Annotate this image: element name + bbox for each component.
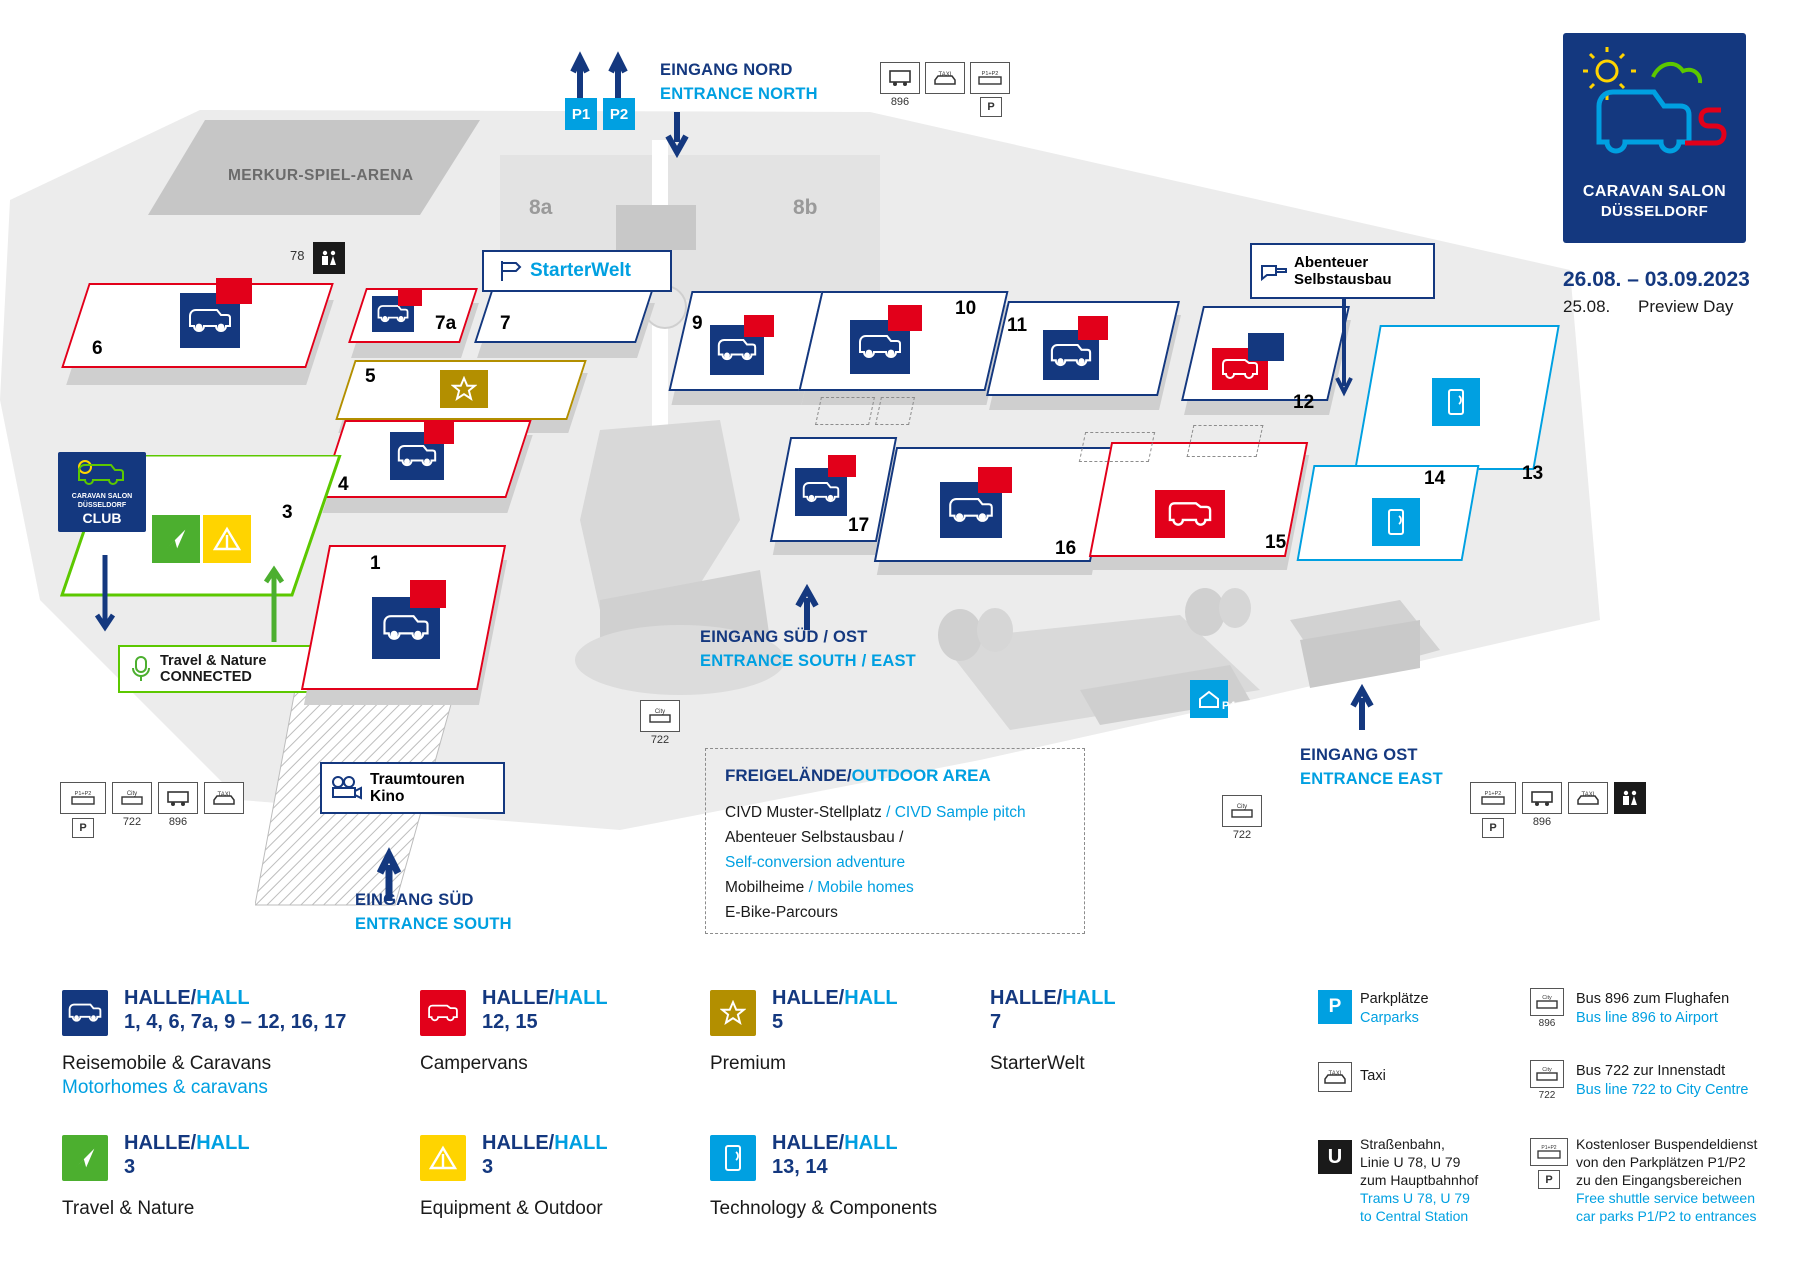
- legend-parking-text: Parkplätze Carparks: [1360, 991, 1429, 1026]
- legend-6-name-de: Technology & Components: [710, 1198, 938, 1219]
- hall-label-7: 7: [500, 313, 511, 334]
- legend-bus-722-badge: 722: [1538, 1090, 1556, 1101]
- plot-dashed-2: [875, 397, 915, 425]
- legend-3-hall-de: HALLE: [990, 987, 1057, 1009]
- hall-label-8b: 8b: [793, 196, 818, 219]
- legend-bus-896-badge: 896: [1538, 1018, 1556, 1029]
- parking-p1-badge[interactable]: P1: [565, 98, 597, 130]
- film-camera-icon: [330, 775, 364, 801]
- shuttle-marker-sw[interactable]: [60, 782, 106, 814]
- legend-parking-icon: P: [1318, 990, 1352, 1024]
- svg-text:P1+P2: P1+P2: [981, 71, 999, 77]
- hall-16-campervan-icon: [978, 467, 1012, 493]
- svg-text:City: City: [126, 791, 138, 797]
- legend-taxi-icon: [1318, 1062, 1352, 1092]
- shuttle-p-marker-sw[interactable]: P: [72, 818, 94, 838]
- legend-3-name-de: StarterWelt: [990, 1053, 1085, 1074]
- legend-tram-text: Straßenbahn, Linie U 78, U 79 zum Hauptbahnhof Trams U 78, U 79 to Central Station: [1360, 1136, 1479, 1224]
- abenteuer-callout[interactable]: [1250, 243, 1435, 299]
- hall-9-campervan-icon: [744, 315, 774, 337]
- plot-dashed-4: [1187, 425, 1264, 457]
- traumtouren-callout[interactable]: [320, 762, 505, 814]
- logo-dates: 26.08. – 03.09.2023: [1563, 268, 1750, 291]
- logo-title-line2: DÜSSELDORF: [1600, 203, 1709, 220]
- plot-dashed-1: [815, 397, 875, 425]
- legend-bus-896-text: Bus 896 zum Flughafen Bus line 896 to Airport: [1576, 991, 1730, 1026]
- signpost-icon: [494, 258, 524, 284]
- hall-label-15: 15: [1265, 532, 1287, 553]
- outdoor-area-title: [725, 766, 991, 786]
- hall-label-8a: 8a: [529, 196, 553, 219]
- parking-p2-badge[interactable]: P2: [603, 98, 635, 130]
- legend-1-hall-en: HALL: [554, 987, 608, 1009]
- bus-896-marker-north[interactable]: [880, 62, 920, 94]
- starterwelt-label: StarterWelt: [530, 260, 632, 281]
- bus-722-label-center: 722: [650, 734, 670, 746]
- bus-896-label-east: 896: [1532, 816, 1552, 828]
- hall-4-campervan-icon: [424, 422, 454, 444]
- central-structure: [616, 205, 696, 250]
- legend-6-hall-en: HALL: [844, 1132, 898, 1154]
- entrance-north-arrow-icon: [665, 112, 689, 162]
- legend-4-halls: 3: [124, 1156, 136, 1178]
- entrance-south-east-en: ENTRANCE SOUTH / EAST: [700, 652, 916, 670]
- outdoor-title-sep: /: [846, 766, 852, 785]
- hall-1-campervan-icon: [410, 580, 446, 608]
- hall-12-motorhome-icon: [1248, 333, 1284, 361]
- hall-10-campervan-icon: [888, 305, 922, 331]
- club-line2: DÜSSELDORF: [77, 502, 127, 509]
- hall-3-tent-icon: [203, 515, 251, 563]
- abenteuer-line1: Abenteuer: [1294, 254, 1369, 271]
- legend-5-name-de: Equipment & Outdoor: [420, 1198, 603, 1219]
- p4-label: P4: [1222, 700, 1236, 712]
- legend-campervan-icon: [420, 990, 466, 1036]
- svg-text:P1+P2: P1+P2: [1541, 1145, 1557, 1151]
- legend-device-icon: [710, 1135, 756, 1181]
- legend-5-halls: 3: [482, 1156, 494, 1178]
- legend-3-hall-en: HALL: [1062, 987, 1116, 1009]
- entrance-south-east-de: EINGANG SÜD / OST: [700, 628, 868, 646]
- microphone-icon: [130, 654, 152, 684]
- legend-2-name-de: Premium: [710, 1053, 787, 1074]
- hall-11-campervan-icon: [1078, 316, 1108, 340]
- bus-896-label-sw: 896: [168, 816, 188, 828]
- hall-label-6: 6: [92, 338, 103, 359]
- hall-label-3: 3: [282, 502, 293, 523]
- fairground-map: MERKUR-SPIEL-ARENA 8a 8b 6 7a 7 5 4 3 CARAVAN SALON DÜSSELDORF CLUB Travel & Nature CONNECTED 1 9 10 11 12 13 14 17 16 15 StarterWelt Abenteuer Selbstausbau Traumtouren Kino P1 P2 EINGANG NORD ENTRANCE NORTH EINGANG SÜD / OST ENTRANCE SOUTH / EAST EINGANG OST ENTRANCE EAST EINGANG SÜD ENTRANCE SOUTH P4 896 TAXI P1+P2 P 78 City 722 P1+P2 P City 722 896 TAXI City 722 P1+P2 P 896 TAXI FREIGELÄNDE/OUTDOOR AREA CIVD Muster-Stellplatz / CIVD Sample pitch Abenteuer Selbstausbau / Self-conversion adventure Mobilheime / Mobile homes E-Bike-Parcours CARAVAN SALON DÜSSELDORF 26.08. – 03.09.2023 25.08. Preview Day HALLE/HALL 1, 4, 6, 7a, 9 – 12, 16, 17 Reisemobile & Caravans Motorhomes & caravans HALLE/HALL 12, 15 Campervans HALLE/HALL 5 Premium HALLE/HALL 7 StarterWelt HALLE/HALL 3 Travel & Nature HALLE/HALL 3 Equipment & Outdoor HALLE/HALL 13, 14 Technology & Components P Parkplätze Carparks TAXI Taxi U Straßenbahn, Linie U 78, U 79 zum Hauptbahnhof Trams U 78, U 79 to Central Station City 896 Bus 896 zum Flughafen Bus line 896 to Airport City 722 Bus 722 zur Innenstadt Bus line 722 to City Centre P1+P2 P Kostenloser Buspendeldienst von den Parkplätzen P1/P2 zu den Eingangsbereichen Free shuttle service between car parks P1/P2 to entrances: [0, 0, 1800, 1273]
- legend-shuttle-icon: [1530, 1138, 1568, 1166]
- hall-label-4: 4: [338, 474, 349, 495]
- wc-icon-north: [313, 242, 345, 274]
- legend-shuttle-badge: P: [1538, 1170, 1560, 1189]
- hall-14-device-icon: [1372, 498, 1420, 546]
- entrance-north-en: ENTRANCE NORTH: [660, 85, 818, 103]
- legend-2-halls: 5: [772, 1011, 784, 1033]
- shuttle-p-marker-north[interactable]: P: [980, 97, 1002, 117]
- taxi-marker-east[interactable]: [1568, 782, 1608, 814]
- legend-shuttle-text: Kostenloser Buspendeldienst von den Parkplätzen P1/P2 zu den Eingangsbereichen Free shuttle service between car parks P1/P2 to entrances: [1576, 1136, 1758, 1224]
- logo-graphic: [1581, 47, 1729, 162]
- svg-text:TAXI: TAXI: [1581, 792, 1595, 798]
- outdoor-area-list: [725, 800, 1026, 925]
- legend-tent-icon: [420, 1135, 466, 1181]
- shuttle-marker-north[interactable]: [970, 62, 1010, 94]
- legend-taxi-text: Taxi: [1360, 1068, 1386, 1084]
- hall-label-1: 1: [370, 553, 381, 574]
- bus-722-label-sw: 722: [122, 816, 142, 828]
- hall-label-12: 12: [1293, 392, 1315, 413]
- club-line3: CLUB: [82, 510, 122, 526]
- hall-17-campervan-icon: [828, 455, 856, 477]
- taxi-marker-sw[interactable]: [204, 782, 244, 814]
- legend-motorhome-icon: [62, 990, 108, 1036]
- legend-0-hall-en: HALL: [196, 987, 250, 1009]
- hall-label-7a: 7a: [435, 313, 457, 334]
- logo-title-line1: CARAVAN SALON: [1582, 183, 1727, 200]
- hall-label-11: 11: [1007, 315, 1028, 336]
- entrance-south-en: ENTRANCE SOUTH: [355, 915, 512, 933]
- parking-p4-badge[interactable]: [1190, 680, 1228, 718]
- bus-896-label-north: 896: [890, 96, 910, 108]
- hall-label-17: 17: [848, 515, 870, 536]
- club-arrow-down-icon: [95, 555, 115, 640]
- svg-text:City: City: [1236, 804, 1248, 810]
- entrance-north-de: EINGANG NORD: [660, 61, 793, 79]
- legend-0-halls: 1, 4, 6, 7a, 9 – 12, 16, 17: [124, 1011, 347, 1033]
- wc-number-78: 78: [290, 248, 305, 263]
- legend-tram-icon: U: [1318, 1140, 1352, 1174]
- legend-3-halls: 7: [990, 1011, 1002, 1033]
- bus-722-label-se: 722: [1232, 829, 1252, 841]
- travel-nature-callout[interactable]: [118, 645, 313, 693]
- hall-label-13: 13: [1522, 463, 1544, 484]
- north-parking-arrows-icon: [570, 50, 640, 100]
- svg-text:TAXI: TAXI: [217, 792, 231, 798]
- outdoor-item-3: E-Bike-Parcours: [725, 904, 838, 921]
- bus-722-marker-sw[interactable]: [112, 782, 152, 814]
- plot-dashed-3: [1079, 432, 1155, 462]
- outdoor-item-0: CIVD Muster-Stellplatz / CIVD Sample pitch: [725, 804, 1026, 821]
- abenteuer-arrow-icon: [1335, 298, 1353, 403]
- legend-0-name-de: Reisemobile & Caravans: [62, 1053, 272, 1074]
- legend-5-hall-en: HALL: [554, 1132, 608, 1154]
- hall-label-9: 9: [692, 313, 703, 334]
- legend-bus-896-icon: [1530, 988, 1564, 1016]
- svg-text:TAXI: TAXI: [938, 72, 952, 78]
- travel-nature-line1: Travel & Nature: [160, 653, 267, 669]
- hall-label-10: 10: [955, 298, 977, 319]
- hall-3-compass-icon: [152, 515, 200, 563]
- hall-15-campervan-icon: [1155, 490, 1225, 538]
- shuttle-marker-east[interactable]: [1470, 782, 1516, 814]
- legend-2-hall-en: HALL: [844, 987, 898, 1009]
- legend-0-hall-de: HALLE: [124, 987, 191, 1009]
- club-badge[interactable]: [58, 452, 146, 532]
- outdoor-title-de: FREIGELÄNDE: [725, 766, 847, 785]
- legend-2-hall-de: HALLE: [772, 987, 839, 1009]
- bus-896-marker-sw[interactable]: [158, 782, 198, 814]
- abenteuer-line2: Selbstausbau: [1294, 271, 1392, 288]
- travel-nature-line2: CONNECTED: [160, 669, 252, 685]
- event-logo: [1563, 33, 1746, 243]
- legend-star-icon: [710, 990, 756, 1036]
- svg-text:City: City: [1542, 995, 1552, 1001]
- logo-preview-date: 25.08.: [1563, 297, 1611, 316]
- svg-text:P1+P2: P1+P2: [1484, 791, 1502, 797]
- hall-6-campervan-icon: [216, 278, 252, 304]
- entrance-east-de: EINGANG OST: [1300, 746, 1418, 764]
- hall-13-device-icon: [1432, 378, 1480, 426]
- legend-compass-icon: [62, 1135, 108, 1181]
- svg-text:City: City: [654, 709, 666, 715]
- bus-896-marker-east[interactable]: [1522, 782, 1562, 814]
- legend-4-hall-en: HALL: [196, 1132, 250, 1154]
- taxi-marker-north[interactable]: [925, 62, 965, 94]
- entrance-south-de: EINGANG SÜD: [355, 891, 474, 909]
- legend-6-hall-de: HALLE: [772, 1132, 839, 1154]
- legend-1-hall-de: HALLE: [482, 987, 549, 1009]
- entrance-east-en: ENTRANCE EAST: [1300, 770, 1443, 788]
- legend-bus-722-text: Bus 722 zur Innenstadt Bus line 722 to City Centre: [1576, 1063, 1749, 1098]
- outdoor-title-en: OUTDOOR AREA: [851, 766, 991, 785]
- svg-text:P1+P2: P1+P2: [74, 791, 92, 797]
- legend-4-name-de: Travel & Nature: [62, 1198, 195, 1219]
- hall-label-16: 16: [1055, 538, 1077, 559]
- hall-label-5: 5: [365, 366, 376, 387]
- entrance-south-east-arrow-icon: [795, 580, 819, 632]
- legend-0-name-en: Motorhomes & caravans: [62, 1077, 268, 1098]
- entrance-east-arrow-icon: [1350, 680, 1374, 732]
- traumtouren-line1: Traumtouren: [370, 771, 465, 788]
- legend-bus-722-icon: [1530, 1060, 1564, 1088]
- bus-722-marker-se[interactable]: [1222, 795, 1262, 827]
- logo-preview-label: Preview Day: [1638, 297, 1734, 316]
- traumtouren-line2: Kino: [370, 788, 405, 805]
- legend-4-hall-de: HALLE: [124, 1132, 191, 1154]
- drill-icon: [1258, 256, 1290, 286]
- outdoor-item-2: Mobilheime / Mobile homes: [725, 879, 914, 896]
- legend-1-halls: 12, 15: [482, 1011, 538, 1033]
- svg-text:TAXI: TAXI: [1328, 1071, 1342, 1077]
- legend-6-halls: 13, 14: [772, 1156, 828, 1178]
- hall-5-star-icon: [440, 370, 488, 408]
- bus-722-marker-center[interactable]: [640, 700, 680, 732]
- outdoor-item-1: Abenteuer Selbstausbau / Self-conversion adventure: [725, 829, 906, 871]
- shuttle-p-marker-east[interactable]: P: [1482, 818, 1504, 838]
- hall-label-14: 14: [1424, 468, 1446, 489]
- club-line1: CARAVAN SALON: [71, 493, 133, 500]
- starterwelt-callout[interactable]: [482, 250, 672, 292]
- hall-7a-campervan-icon: [398, 288, 422, 306]
- legend-5-hall-de: HALLE: [482, 1132, 549, 1154]
- svg-text:City: City: [1542, 1067, 1552, 1073]
- hall3-arrow-up-icon: [264, 560, 284, 645]
- arena-label: MERKUR-SPIEL-ARENA: [228, 167, 414, 184]
- legend-1-name-de: Campervans: [420, 1053, 528, 1074]
- wc-icon-east: [1614, 782, 1646, 814]
